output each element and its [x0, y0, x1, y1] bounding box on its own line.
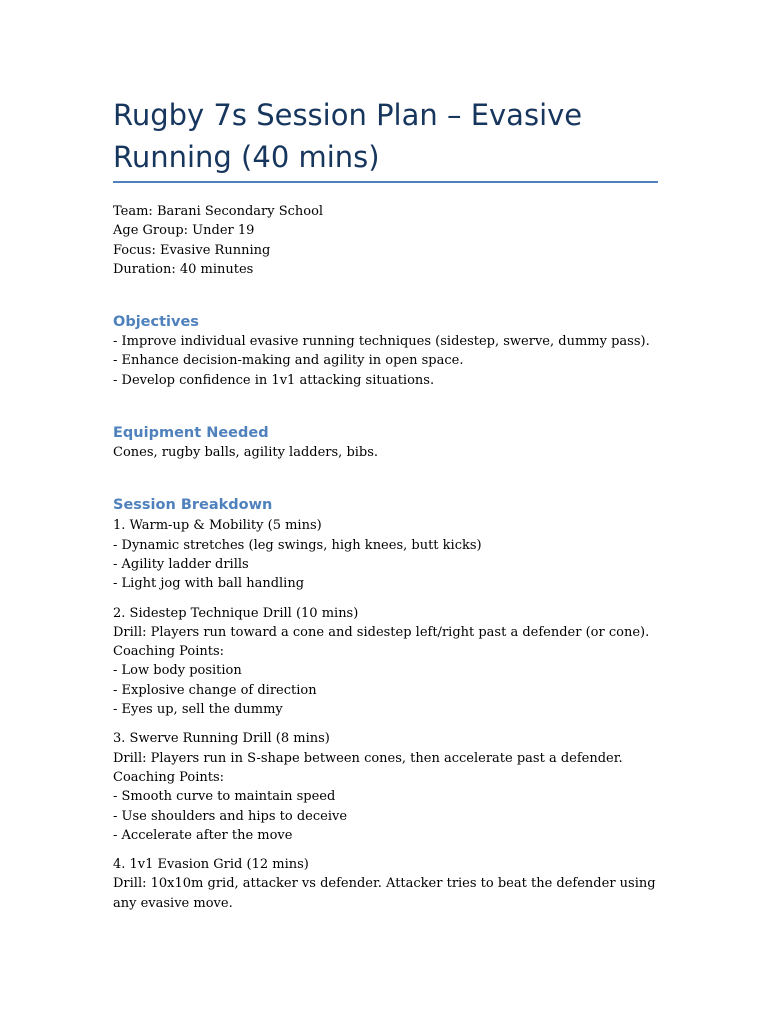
warmup-section [113, 516, 658, 593]
meta-age-group: Age Group: Under 19 [113, 223, 255, 239]
evasion-grid-section [113, 855, 658, 913]
sidestep-point: - Low body position [113, 663, 242, 679]
swerve-drill: Drill: Players run in S-shape between cones, then accelerate past a defender. [113, 750, 623, 766]
sidestep-title: 2. Sidestep Technique Drill (10 mins) [113, 605, 359, 621]
objective-item: - Develop confidence in 1v1 attacking situations. [113, 372, 435, 388]
sidestep-point: - Eyes up, sell the dummy [113, 702, 283, 718]
sidestep-drill: Drill: Players run toward a cone and sidestep left/right past a defender (or cone). [113, 624, 650, 640]
warmup-item: - Dynamic stretches (leg swings, high knees, butt kicks) [113, 537, 482, 553]
swerve-section [113, 729, 658, 845]
warmup-item: - Light jog with ball handling [113, 576, 305, 592]
session-breakdown-heading: Session Breakdown [113, 497, 273, 514]
title-underline [113, 181, 658, 183]
warmup-item: - Agility ladder drills [113, 556, 249, 572]
objectives-list [113, 332, 658, 390]
warmup-title: 1. Warm-up & Mobility (5 mins) [113, 518, 322, 534]
evasion-grid-drill: Drill: 10x10m grid, attacker vs defender. Attacker tries to beat the defender using any evasive move. [113, 876, 656, 911]
swerve-point: - Smooth curve to maintain speed [113, 789, 336, 805]
objectives-heading: Objectives [113, 314, 199, 331]
swerve-point: - Accelerate after the move [113, 827, 293, 843]
meta-team: Team: Barani Secondary School [113, 204, 324, 219]
swerve-coaching-label: Coaching Points: [113, 769, 225, 785]
title-line-2: Running (40 mins) [113, 140, 380, 174]
swerve-point: - Use shoulders and hips to deceive [113, 808, 348, 824]
document-content [113, 94, 658, 913]
objective-item: - Improve individual evasive running techniques (sidestep, swerve, dummy pass). [113, 334, 650, 350]
evasion-grid-title: 4. 1v1 Evasion Grid (12 mins) [113, 857, 309, 873]
objective-item: - Enhance decision-making and agility in open space. [113, 353, 464, 369]
meta-duration: Duration: 40 minutes [113, 261, 254, 277]
swerve-title: 3. Swerve Running Drill (8 mins) [113, 731, 330, 747]
sidestep-coaching-label: Coaching Points: [113, 644, 225, 660]
page-title [113, 94, 658, 178]
sidestep-point: - Explosive change of direction [113, 682, 317, 698]
session-meta [113, 202, 658, 279]
title-line-1: Rugby 7s Session Plan – Evasive [113, 98, 583, 132]
equipment-heading: Equipment Needed [113, 425, 269, 442]
sidestep-section [113, 604, 658, 720]
equipment-text: Cones, rugby balls, agility ladders, bibs. [113, 445, 379, 461]
meta-focus: Focus: Evasive Running [113, 242, 271, 258]
equipment-list [113, 443, 658, 462]
